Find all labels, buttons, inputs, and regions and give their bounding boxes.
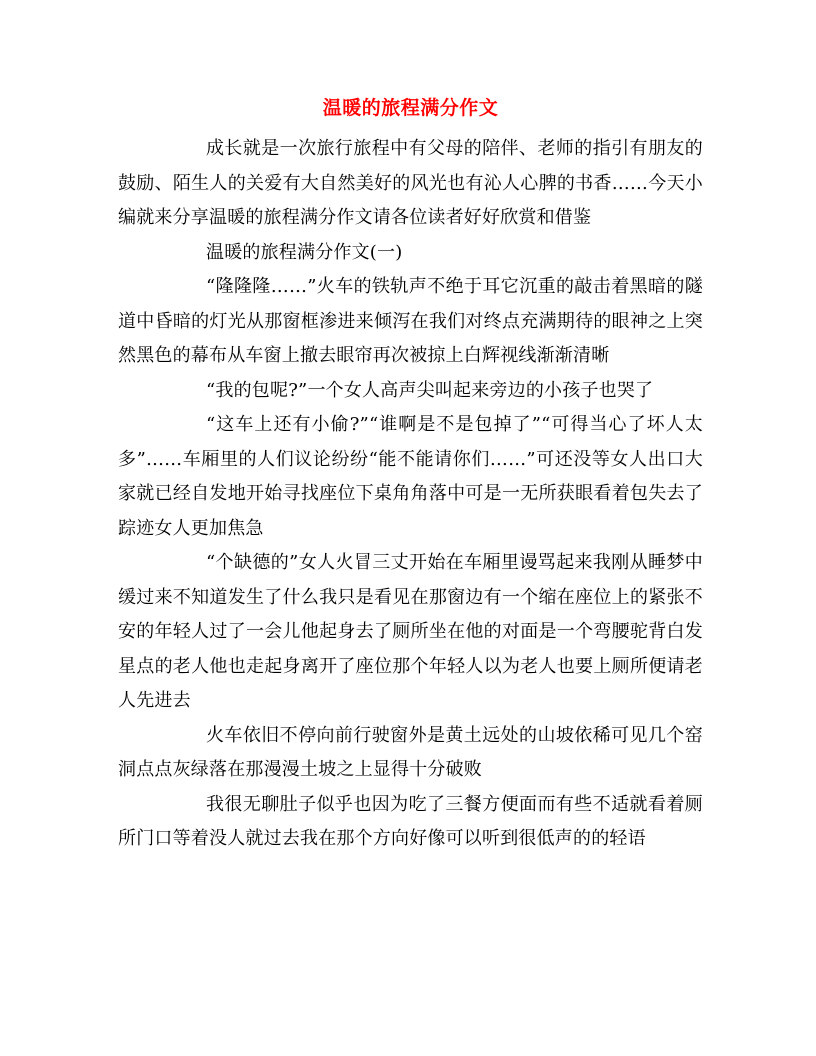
paragraph-bag-lost: “我的包呢?”一个女人高声尖叫起来旁边的小孩子也哭了 xyxy=(206,379,654,401)
document-title: 温暖的旅程满分作文 xyxy=(322,97,499,119)
paragraph-discussion: “这车上还有小偷?”“谁啊是不是包掉了”“可得当心了坏人太多”……车厢里的人们议论纷纷“能不能请你们……”可还没等女人出口大家就已经自发地开始寻找座位下桌角角落中可是一无所获眼看着包失去了踪迹女人更加焦急 xyxy=(118,414,703,539)
paragraph-subtitle: 温暖的旅程满分作文(一) xyxy=(206,241,403,263)
paragraph-bored: 我很无聊肚子似乎也因为吃了三餐方便面而有些不适就看着厕所门口等着没人就过去我在那个方向好像可以听到很低声的的轻语 xyxy=(118,793,703,849)
paragraph-intro: 成长就是一次旅行旅程中有父母的陪伴、老师的指引有朋友的鼓励、陌生人的关爱有大自然美好的风光也有沁人心脾的书香……今天小编就来分享温暖的旅程满分作文请各位读者好好欣赏和借鉴 xyxy=(118,138,703,228)
document-page xyxy=(118,94,703,857)
paragraph-scenery: 火车依旧不停向前行驶窗外是黄土远处的山坡依稀可见几个窑洞点点灰绿落在那漫漫土坡之上显得十分破败 xyxy=(118,724,703,780)
paragraph-train-sound: “隆隆隆……”火车的铁轨声不绝于耳它沉重的敲击着黑暗的隧道中昏暗的灯光从那窗框渗进来倾泻在我们对终点充满期待的眼神之上突然黑色的幕布从车窗上撤去眼帘再次被掠上白辉视线渐渐清晰 xyxy=(118,276,703,366)
paragraph-cursing: “个缺德的”女人火冒三丈开始在车厢里谩骂起来我刚从睡梦中缓过来不知道发生了什么我只是看见在那窗边有一个缩在座位上的紧张不安的年轻人过了一会儿他起身去了厕所坐在他的对面是一个弯腰驼背白发星点的老人他也走起身离开了座位那个年轻人以为老人也要上厕所便请老人先进去 xyxy=(118,552,703,711)
